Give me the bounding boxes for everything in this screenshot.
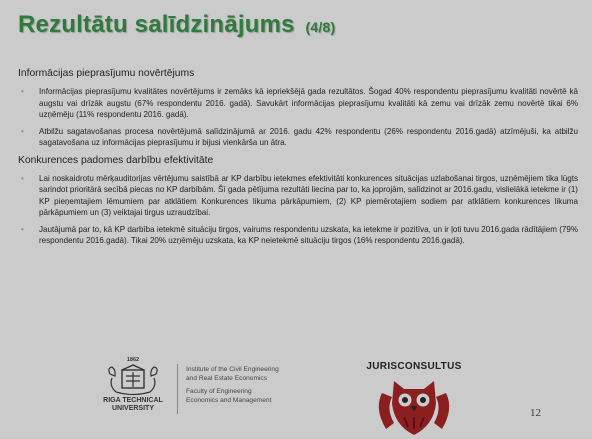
page-number: 12 [530,407,541,419]
bullet-icon: • [21,87,24,96]
jurisconsultus-logo [364,357,464,437]
bullet-text: Atbilžu sagatavošanas procesa novērtējumā salīdzinājumā ar 2016. gadu 42% respondentu (26% respondentu 2016.gadā) atzīmējuši, ka atbilžu sagatavošana uz informācijas pieprasījumu ir bijusi vienkārša un ātra. [39,126,578,147]
jurisconsultus-name: JURISCONSULTUS [366,361,462,372]
rtu-year: 1862 [126,357,140,363]
bullet-icon: • [21,173,24,183]
slide-content [18,66,578,252]
bullet-icon: • [21,224,24,234]
institute-text [186,366,346,405]
footer-divider [177,364,178,414]
bullet-list-efficiency [18,173,578,247]
list-item [18,126,578,149]
rtu-crest-icon [106,364,160,396]
slide-title-page: (4/8) [305,19,336,35]
rtu-logo [98,357,168,425]
institute-line2: and Real Estate Economics [186,374,267,382]
footer [0,347,592,438]
bullet-list-information-requests [18,86,578,149]
bullet-text: Jautājumā par to, kā KP darbība ietekmē situāciju tirgos, vairums respondentu uzskata, ka ietekme ir pozitīva, un ir ļoti tuvu 2016.gada rādītājiem (79% respondentu 2016.gadā). Tikai 20% uzņēmēju uzskata, ka KP neietekmē situāciju tirgos (16% respondentu 2016.gadā). [39,224,578,245]
slide-title-text: Rezultātu salīdzinājums [18,11,295,38]
bullet-text: Informācijas pieprasījumu kvalitātes novērtējums ir zemāks kā iepriekšējā gada rezultātos. Šogad 40% respondentu pieprasījumu kvalitāti novērtē kā augstu vai drīzāk augstu (67% respondentu 2016. gadā). Savukārt informācijas pieprasījumu kvalitāti kā zemu vai drīzāk zemu novērtē tikai 6% uzņēmēju (11% respondentu 2016. gadā). [39,87,578,119]
section-heading-information-requests: Informācijas pieprasījumu novērtējums [18,68,195,79]
faculty-line2: Economics and Management [186,396,272,404]
bullet-icon: • [21,126,24,136]
slide-title [18,11,335,39]
list-item [18,86,578,121]
bullet-text: Lai noskaidrotu mērķauditorijas vērtējumu saistībā ar KP darbību ietekmes efektivitāti konkurences situācijas uzlabošanai tirgos, uzņēmējiem tika lūgts sarindot prioritārā secībā piecas no KP darbībām. Šī gada pētījuma rezultāti liecina par to, ka joprojām, salīdzinot ar 2016.gadu, vislielākā ietekme ir (1) KP pieņemtajiem lēmumiem par atklātiem Konkurences likuma pārkāpumiem, (2) KP piemērotajiem sodiem par atklātiem konkurences likuma pārkāpumiem un (3) veiktajai tirgus uzraudzībai. [39,173,578,217]
institute-line1: Institute of the Civil Engineering [186,366,279,373]
rtu-name-line2: UNIVERSITY [111,405,154,412]
list-item [18,224,578,247]
rtu-name-line1: RIGA TECHNICAL [103,397,163,404]
owl-icon [364,373,464,439]
faculty-line1: Faculty of Engineering [186,388,252,395]
list-item [18,173,578,219]
rtu-name [98,397,168,413]
section-heading-efficiency: Konkurences padomes darbību efektivitāte [18,154,214,166]
